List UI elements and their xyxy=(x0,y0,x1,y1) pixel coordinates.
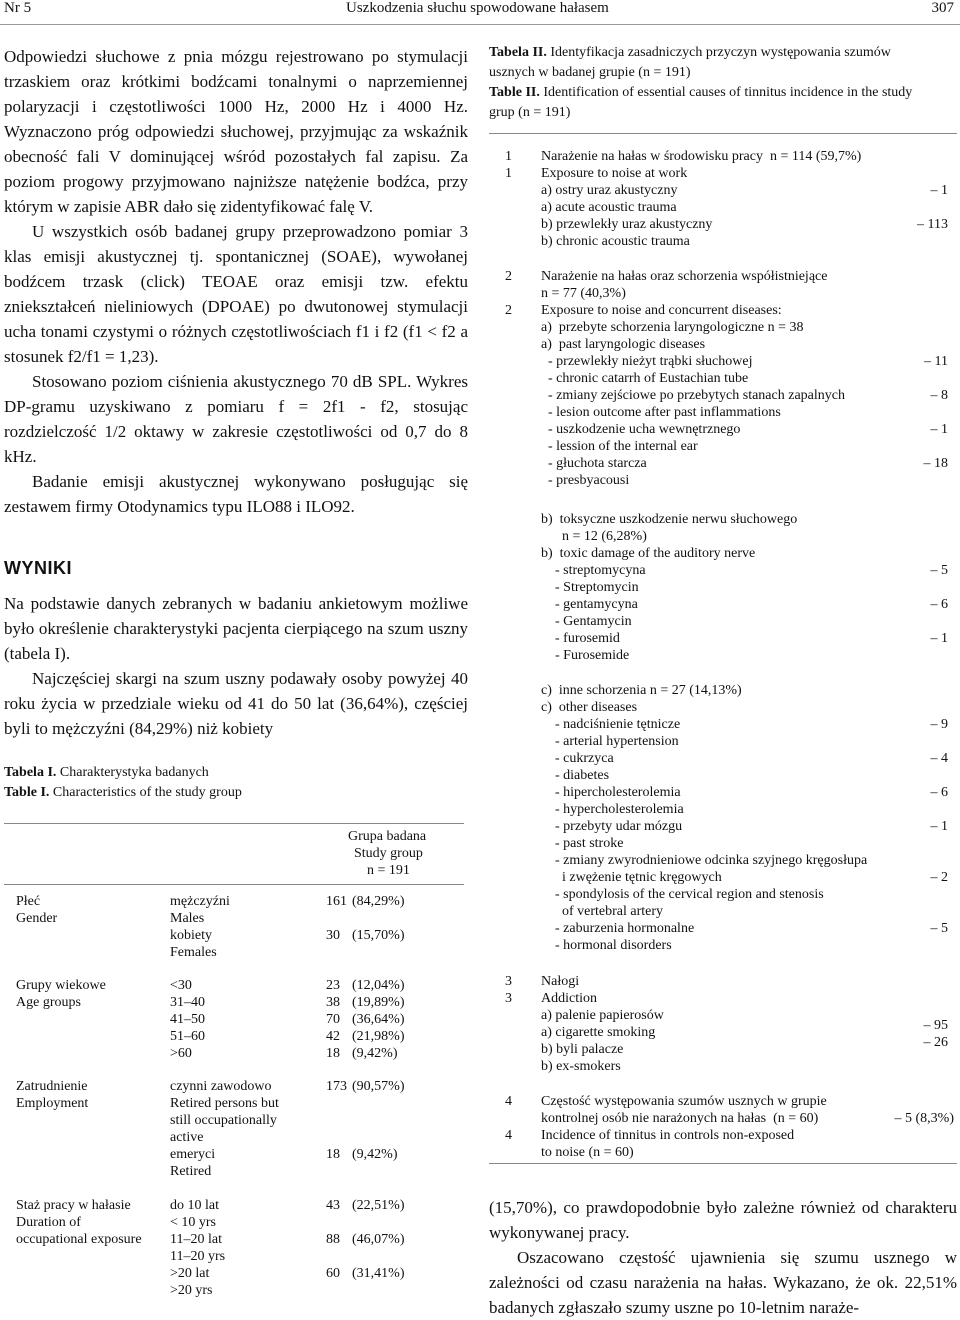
table2-item-count: – 8 xyxy=(930,388,948,403)
table2-item-count: – 1 xyxy=(930,183,948,198)
table1-cell-c3: 161 xyxy=(326,894,347,909)
right-column-text xyxy=(489,1195,957,1320)
table1-cell-c3: 38 xyxy=(326,995,340,1010)
paragraph-exposure: Oszacowano częstość ujawnienia się szumu usznego w zależności od czasu narażenia na hałas. Wykazano, że ok. 22,51% badanych zgłaszało szumy uszne po 10-letnim naraże- xyxy=(489,1248,957,1317)
paragraph-results-intro: Na podstawie danych zebranych w badaniu ankietowym możliwe było określenie charakterystyki pacjenta cierpiącego na szum uszny (tabela I). xyxy=(4,594,468,663)
table2-item-number: 1 xyxy=(505,149,512,164)
table1-cell-c4: (15,70%) xyxy=(352,928,405,943)
table1-cell-c4: (46,07%) xyxy=(352,1232,405,1247)
table2-item-text: Exposure to noise and concurrent diseases: xyxy=(541,303,782,318)
table1-cell-c2: emeryci xyxy=(170,1147,216,1162)
table2-caption-pl-2: usznych w badanej grupie (n = 191) xyxy=(489,65,691,80)
table2-item-text: c) inne schorzenia n = 27 (14,13%) xyxy=(541,683,742,698)
table2-item-number: 4 xyxy=(505,1094,512,1109)
paragraph-abr: Odpowiedzi słuchowe z pnia mózgu rejestrowano po stymulacji trzaskiem oraz krótkimi bodźcami tonalnymi o naprzemiennej polaryzacji i częstotliwości 1000 Hz, 2000 Hz i 4000 Hz. Wyznaczono próg odpowiedzi słuchowej, przyjmując za wskaźnik obecność fali V dominującej wśród pozostałych fal zapisu. Za poziom progowy przyjmowano najniższe natężenie bodźca, przy którym w zapisie ABR dało się zidentyfikować falę V. xyxy=(4,47,468,216)
table1-cell-c3: 173 xyxy=(326,1079,347,1094)
table2-item-text: Exposure to noise at work xyxy=(541,166,688,181)
table1-cell-c2: 41–50 xyxy=(170,1012,205,1027)
table1-caption-pl: Charakterystyka badanych xyxy=(56,765,209,780)
table2-item-text: Narażenie na hałas oraz schorzenia współistniejące xyxy=(541,269,828,284)
table2-item-text: a) ostry uraz akustyczny xyxy=(541,183,678,198)
table1-cell-c4: (19,89%) xyxy=(352,995,405,1010)
table2-caption-label-en: Table II. xyxy=(489,85,540,100)
table2-item-count: – 1 xyxy=(930,819,948,834)
table1-cell-c2: Males xyxy=(170,911,205,926)
paragraph-oae: U wszystkich osób badanej grupy przeprowadzono pomiar 3 klas emisji akustycznej tj. spontanicznej (SOAE), wywołanej bodźcem trzask (click) TEOAE oraz emisji tzw. efektu zniekształceń nieliniowych (DPOAE) po dwutonowej stymulacji ucha tonami czystymi o różnych częstotliwościach f1 i f2 (f1 < f2 a stosunek f2/f1 = 1,23). xyxy=(4,222,468,366)
table2-item-text: a) przebyte schorzenia laryngologiczne n = 38 xyxy=(541,320,804,335)
issue-number: Nr 5 xyxy=(4,0,32,16)
table1-cell-c3: 43 xyxy=(326,1198,340,1213)
table2-item-text: - furosemid xyxy=(541,631,620,646)
table1-cell-c2: 31–40 xyxy=(170,995,205,1010)
table2-item-count: – 18 xyxy=(923,456,948,471)
table2-item-count: – 6 xyxy=(930,597,948,612)
table1-cell-c2: do 10 lat xyxy=(170,1198,219,1213)
section-heading-wyniki: WYNIKI xyxy=(4,558,72,578)
table2-item-text: Narażenie na hałas w środowisku pracy n = 114 (59,7%) xyxy=(541,149,862,164)
table2-item-number: 4 xyxy=(505,1128,512,1143)
table1-cell-c1: Duration of xyxy=(16,1215,81,1230)
table2-item-number: 3 xyxy=(505,991,512,1006)
table2-item-text: - hormonal disorders xyxy=(541,938,672,953)
table2-item-text: - Streptomycin xyxy=(541,580,639,595)
table2-item-text: - głuchota starcza xyxy=(541,456,647,471)
table2-item-text: - przewlekły nieżyt trąbki słuchowej xyxy=(541,354,753,369)
running-title: Uszkodzenia słuchu spowodowane hałasem xyxy=(346,0,609,16)
table1-cell-c2: 11–20 yrs xyxy=(170,1249,226,1264)
table2-item-text: - hypercholesterolemia xyxy=(541,802,684,817)
table1-cell-c4: (22,51%) xyxy=(352,1198,405,1213)
table2-item-text: n = 12 (6,28%) xyxy=(541,529,647,544)
table2-caption-pl: Identyfikacja zasadniczych przyczyn występowania szumów xyxy=(546,45,891,60)
table2-item-text: - spondylosis of the cervical region and stenosis xyxy=(541,887,824,902)
table1-cell-c2: active xyxy=(170,1130,204,1145)
table2-item-text: Nałogi xyxy=(541,974,580,989)
table2-item-text: - nadciśnienie tętnicze xyxy=(541,717,681,732)
table1-cell-c1: Employment xyxy=(16,1096,89,1111)
table1-cell-c2: <30 xyxy=(170,978,192,993)
table2-item-text: - lesion outcome after past inflammations xyxy=(541,405,781,420)
table2-item-text: a) acute acoustic trauma xyxy=(541,200,677,215)
table2-item-text: i zwężenie tętnic kręgowych xyxy=(541,870,722,885)
table1-cell-c2: >20 yrs xyxy=(170,1283,213,1298)
table2-item-text: of vertebral artery xyxy=(541,904,664,919)
table1-cell-c4: (36,64%) xyxy=(352,1012,405,1027)
table2-item-text: b) przewlekły uraz akustyczny xyxy=(541,217,713,232)
table1-cell-c4: (21,98%) xyxy=(352,1029,405,1044)
table2-item-text: - hipercholesterolemia xyxy=(541,785,681,800)
table2-caption-en-2: grup (n = 191) xyxy=(489,105,571,120)
table1-cell-c1: Zatrudnienie xyxy=(16,1079,88,1094)
table2-item-text: Incidence of tinnitus in controls non-exposed xyxy=(541,1128,795,1143)
table2-item-text: - przebyty udar mózgu xyxy=(541,819,683,834)
table2-item-text: - Gentamycin xyxy=(541,614,632,629)
table1-cell-c2: kobiety xyxy=(170,928,212,943)
table1-cell-c4: (84,29%) xyxy=(352,894,405,909)
table2-item-text: b) byli palacze xyxy=(541,1042,624,1057)
table1-cell-c2: Retired persons but xyxy=(170,1096,279,1111)
table2-item-count: – 4 xyxy=(930,751,948,766)
table2-item-text: - streptomycyna xyxy=(541,563,646,578)
table1-cell-c4: (12,04%) xyxy=(352,978,405,993)
table1-cell-c3: 88 xyxy=(326,1232,340,1247)
table1-caption-label-en: Table I. xyxy=(4,785,50,800)
table2-item-count: – 2 xyxy=(930,870,948,885)
table2-item-text: - zaburzenia hormonalne xyxy=(541,921,695,936)
table2-item-text: - zmiany zejściowe po przebytych stanach zapalnych xyxy=(541,388,845,403)
table1-cell-c1: Grupy wiekowe xyxy=(16,978,106,993)
table1-cell-c3: 30 xyxy=(326,928,340,943)
table2-caption-en: Identification of essential causes of tinnitus incidence in the study xyxy=(539,85,913,100)
table2-item-text: b) toksyczne uszkodzenie nerwu słuchowego xyxy=(541,512,798,527)
table2-item-text: Addiction xyxy=(541,991,597,1006)
table2-item-text: b) toxic damage of the auditory nerve xyxy=(541,546,756,561)
paragraph-ilo: Badanie emisji akustycznej wykonywano posługując się zestawem firmy Otodynamics typu ILO88 i ILO92. xyxy=(4,472,468,516)
table1-cell-c1: Gender xyxy=(16,911,58,926)
table1-cell-c2: still occupationally xyxy=(170,1113,277,1128)
table2-item-text: - Furosemide xyxy=(541,648,630,663)
table1-cell-c2: mężczyźni xyxy=(170,894,230,909)
table2-caption-label-pl: Tabela II. xyxy=(489,45,547,60)
table1-cell-c2: >20 lat xyxy=(170,1266,210,1281)
table1-cell-c1: Staż pracy w hałasie xyxy=(16,1198,131,1213)
paragraph-females: (15,70%), co prawdopodobnie było zależne również od charakteru wykonywanej pracy. xyxy=(489,1198,957,1242)
table2-item-text: a) past laryngologic diseases xyxy=(541,337,706,352)
table2-item-text: - cukrzyca xyxy=(541,751,614,766)
paragraph-spl: Stosowano poziom ciśnienia akustycznego 70 dB SPL. Wykres DP-gramu uzyskiwano z pomiaru f = 2f1 - f2, stosując rozdzielczość 1/2 oktawy w zakresie częstotliwości od 0,7 do 8 kHz. xyxy=(4,372,468,466)
table2-item-text: - uszkodzenie ucha wewnętrznego xyxy=(541,422,741,437)
table2-item-count: – 11 xyxy=(924,354,948,369)
table2-item-text: - past stroke xyxy=(541,836,624,851)
table2-item-text: c) other diseases xyxy=(541,700,638,715)
table2-item-count: – 1 xyxy=(930,422,948,437)
table1-cell-c2: < 10 yrs xyxy=(170,1215,217,1230)
table2-item-text: - arterial hypertension xyxy=(541,734,679,749)
table1-cell-c3: 60 xyxy=(326,1266,340,1281)
table2-item-count: – 1 xyxy=(930,631,948,646)
table2-item-text: n = 77 (40,3%) xyxy=(541,286,626,301)
table1-caption-label-pl: Tabela I. xyxy=(4,765,57,780)
table2-item-count: – 5 (8,3%) xyxy=(894,1111,954,1126)
table2-item-count: – 6 xyxy=(930,785,948,800)
table2-item-text: Częstość występowania szumów usznych w grupie xyxy=(541,1094,827,1109)
table1-cell-c3: 42 xyxy=(326,1029,340,1044)
table2-item-number: 1 xyxy=(505,166,512,181)
table1-cell-c1: occupational exposure xyxy=(16,1232,142,1247)
table1-cell-c2: Females xyxy=(170,945,217,960)
table2-item-text: b) ex-smokers xyxy=(541,1059,621,1074)
table2-item-count: – 5 xyxy=(930,921,948,936)
table1-cell-c3: 18 xyxy=(326,1147,340,1162)
table2-item-count: – 113 xyxy=(917,217,948,232)
table2-item-number: 2 xyxy=(505,303,512,318)
page-number: 307 xyxy=(931,0,954,16)
table1-cell-c2: 11–20 lat xyxy=(170,1232,222,1247)
table1-cell-c4: (90,57%) xyxy=(352,1079,405,1094)
table1-cell-c4: (9,42%) xyxy=(352,1046,398,1061)
table1-cell-c2: >60 xyxy=(170,1046,192,1061)
table2-bottom-rule xyxy=(489,1163,957,1164)
table1-head-n: n = 191 xyxy=(367,863,410,878)
table2-item-count: – 9 xyxy=(930,717,948,732)
table2-item-text: a) palenie papierosów xyxy=(541,1008,664,1023)
paragraph-results-age: Najczęściej skargi na szum uszny podawały osoby powyżej 40 roku życia w przedziale wieku od 41 do 50 lat (36,64%), częściej byli to mężczyźni (84,29%) niż kobiety xyxy=(4,669,468,738)
table1-head-en: Study group xyxy=(354,846,423,861)
table1-cell-c4: (9,42%) xyxy=(352,1147,398,1162)
table2-item-text: b) chronic acoustic trauma xyxy=(541,234,690,249)
table1-cell-c2: 51–60 xyxy=(170,1029,205,1044)
table1-cell-c2: czynni zawodowo xyxy=(170,1079,272,1094)
table1-cell-c1: Płeć xyxy=(16,894,41,909)
table2-item-text: to noise (n = 60) xyxy=(541,1145,634,1160)
table2-item-text: - presbyacousi xyxy=(541,473,630,488)
table2-item-number: 2 xyxy=(505,269,512,284)
table1-caption-en: Characteristics of the study group xyxy=(49,785,242,800)
table1-cell-c4: (31,41%) xyxy=(352,1266,405,1281)
table1-cell-c3: 23 xyxy=(326,978,340,993)
table2-item-count: – 5 xyxy=(930,563,948,578)
table2-item-text: a) cigarette smoking xyxy=(541,1025,656,1040)
table2-item-text: - zmiany zwyrodnieniowe odcinka szyjnego kręgosłupa xyxy=(541,853,868,868)
table1-head-pl: Grupa badana xyxy=(348,829,427,844)
table1-cell-c3: 70 xyxy=(326,1012,340,1027)
table2-item-text: - lession of the internal ear xyxy=(541,439,698,454)
table2-item-text: - gentamycyna xyxy=(541,597,638,612)
table2-item-count: – 26 xyxy=(923,1035,948,1050)
table2-item-text: - diabetes xyxy=(541,768,610,783)
table2-item-text: - chronic catarrh of Eustachian tube xyxy=(541,371,749,386)
table1-cell-c3: 18 xyxy=(326,1046,340,1061)
table1-cell-c1: Age groups xyxy=(16,995,81,1010)
table2-item-number: 3 xyxy=(505,974,512,989)
table1-cell-c2: Retired xyxy=(170,1164,212,1179)
table2-item-count: – 95 xyxy=(923,1018,948,1033)
table2-item-text: kontrolnej osób nie narażonych na hałas (n = 60) xyxy=(541,1111,819,1126)
